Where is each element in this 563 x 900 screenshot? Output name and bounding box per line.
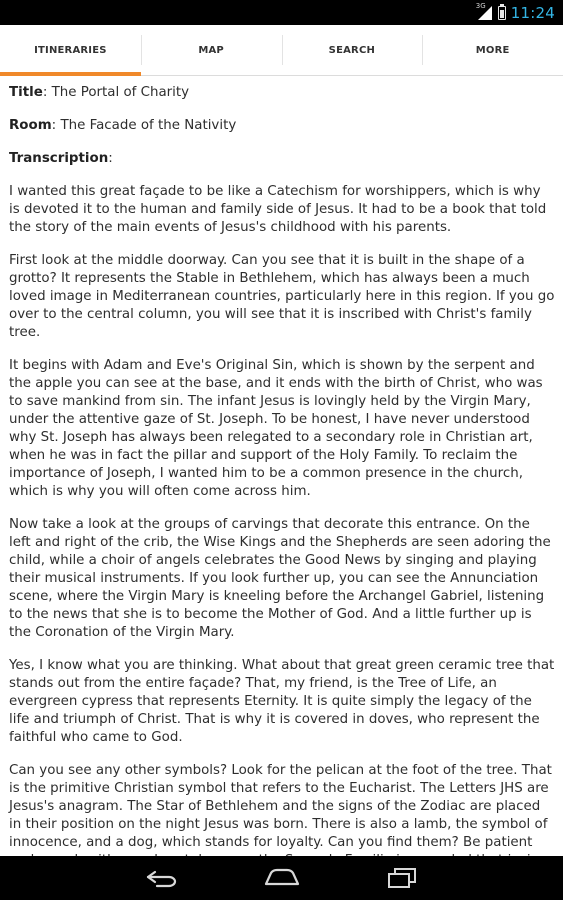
recent-apps-button[interactable] [372, 856, 432, 900]
tab-bar [0, 25, 563, 76]
tab-search[interactable] [282, 25, 423, 75]
detail-content[interactable] [0, 76, 563, 856]
tab-label: SEARCH [328, 44, 376, 56]
transcription-field [9, 150, 555, 168]
room-label: Room [9, 118, 52, 133]
title-field [9, 84, 555, 102]
back-icon [145, 868, 179, 888]
room-field [9, 117, 555, 135]
tab-label: MORE [475, 44, 510, 56]
clock: 11:24 [510, 3, 555, 22]
tab-label: ITINERARIES [34, 44, 107, 56]
transcription-paragraph: I wanted this great façade to be like a Catechism for worshippers, which is why is devoted it to the human and family side of Jesus. It had to be a book that told the story of the main events of Jesus's childhood with his parents. [9, 184, 547, 235]
transcription-label: Transcription [9, 151, 109, 166]
transcription-paragraph: Yes, I know what you are thinking. What about that great green ceramic tree that stands out from the entire façade? That, my friend, is the Tree of Life, an evergreen cypress that represents Eternity. It is quite simply the legacy of the life and triumph of Christ. That is why it is covered in doves, who represent the faithful who came to God. [9, 658, 555, 745]
status-icons [477, 3, 555, 22]
home-button[interactable] [252, 856, 312, 900]
room-value: : The Facade of the Nativity [51, 118, 237, 133]
transcription-paragraph: Now take a look at the groups of carvings that decorate this entrance. On the left and right of the crib, the Wise Kings and the Shepherds are seen adoring the child, while a choir of angels celebrates the Good News by singing and playing their musical instruments. If you look further up, you can see the Annunciation scene, where the Virgin Mary is kneeling before the Archangel Gabriel, listening to the news that she is to become the Mother of God. And a little further up is the Coronation of the Virgin Mary. [9, 517, 551, 640]
home-icon [263, 868, 301, 888]
network-type-label: 3G [475, 1, 486, 10]
transcription-paragraph: First look at the middle doorway. Can you see that it is built in the shape of a grotto? It represents the Stable in Bethlehem, which has always been a much loved image in Mediterranean countries, particularly here in this region. If you go over to the central column, you will see that it is inscribed with Christ's family tree. [9, 253, 555, 340]
back-button[interactable] [132, 856, 192, 900]
transcription-suffix: : [108, 151, 113, 166]
navigation-bar [0, 856, 563, 900]
recent-apps-icon [386, 867, 418, 889]
tab-label: MAP [198, 44, 224, 56]
tab-map[interactable] [141, 25, 282, 75]
title-label: Title [9, 85, 43, 100]
signal-icon [475, 1, 493, 21]
status-bar [0, 0, 563, 25]
transcription-paragraph: It begins with Adam and Eve's Original Sin, which is shown by the serpent and the apple you can see at the base, and it ends with the birth of Christ, who was to save mankind from sin. The infant Jesus is lovingly held by the Virgin Mary, under the attentive gaze of St. Joseph. To be honest, I have never understood why St. Joseph has always been relegated to a secondary role in Christian art, when he was in fact the pillar and support of the Holy Family. To reclaim the importance of Joseph, I wanted him to be a common presence in the church, which is why you will often come across him. [9, 358, 543, 499]
transcription-paragraph: Can you see any other symbols? Look for the pelican at the foot of the tree. That is the primitive Christian symbol that refers to the Eucharist. The Letters JHS are Jesus's anagram. The Star of Bethlehem and the signs of the Zodiac are placed in their position on the night Jesus was born. There is also a lamb, the symbol of innocence, and a dog, which stands for loyalty. Can you find them? Be patient [9, 763, 552, 850]
tab-more[interactable] [422, 25, 563, 75]
title-value: : The Portal of Charity [42, 85, 190, 100]
battery-icon [498, 6, 506, 20]
tab-itineraries[interactable] [0, 25, 141, 75]
